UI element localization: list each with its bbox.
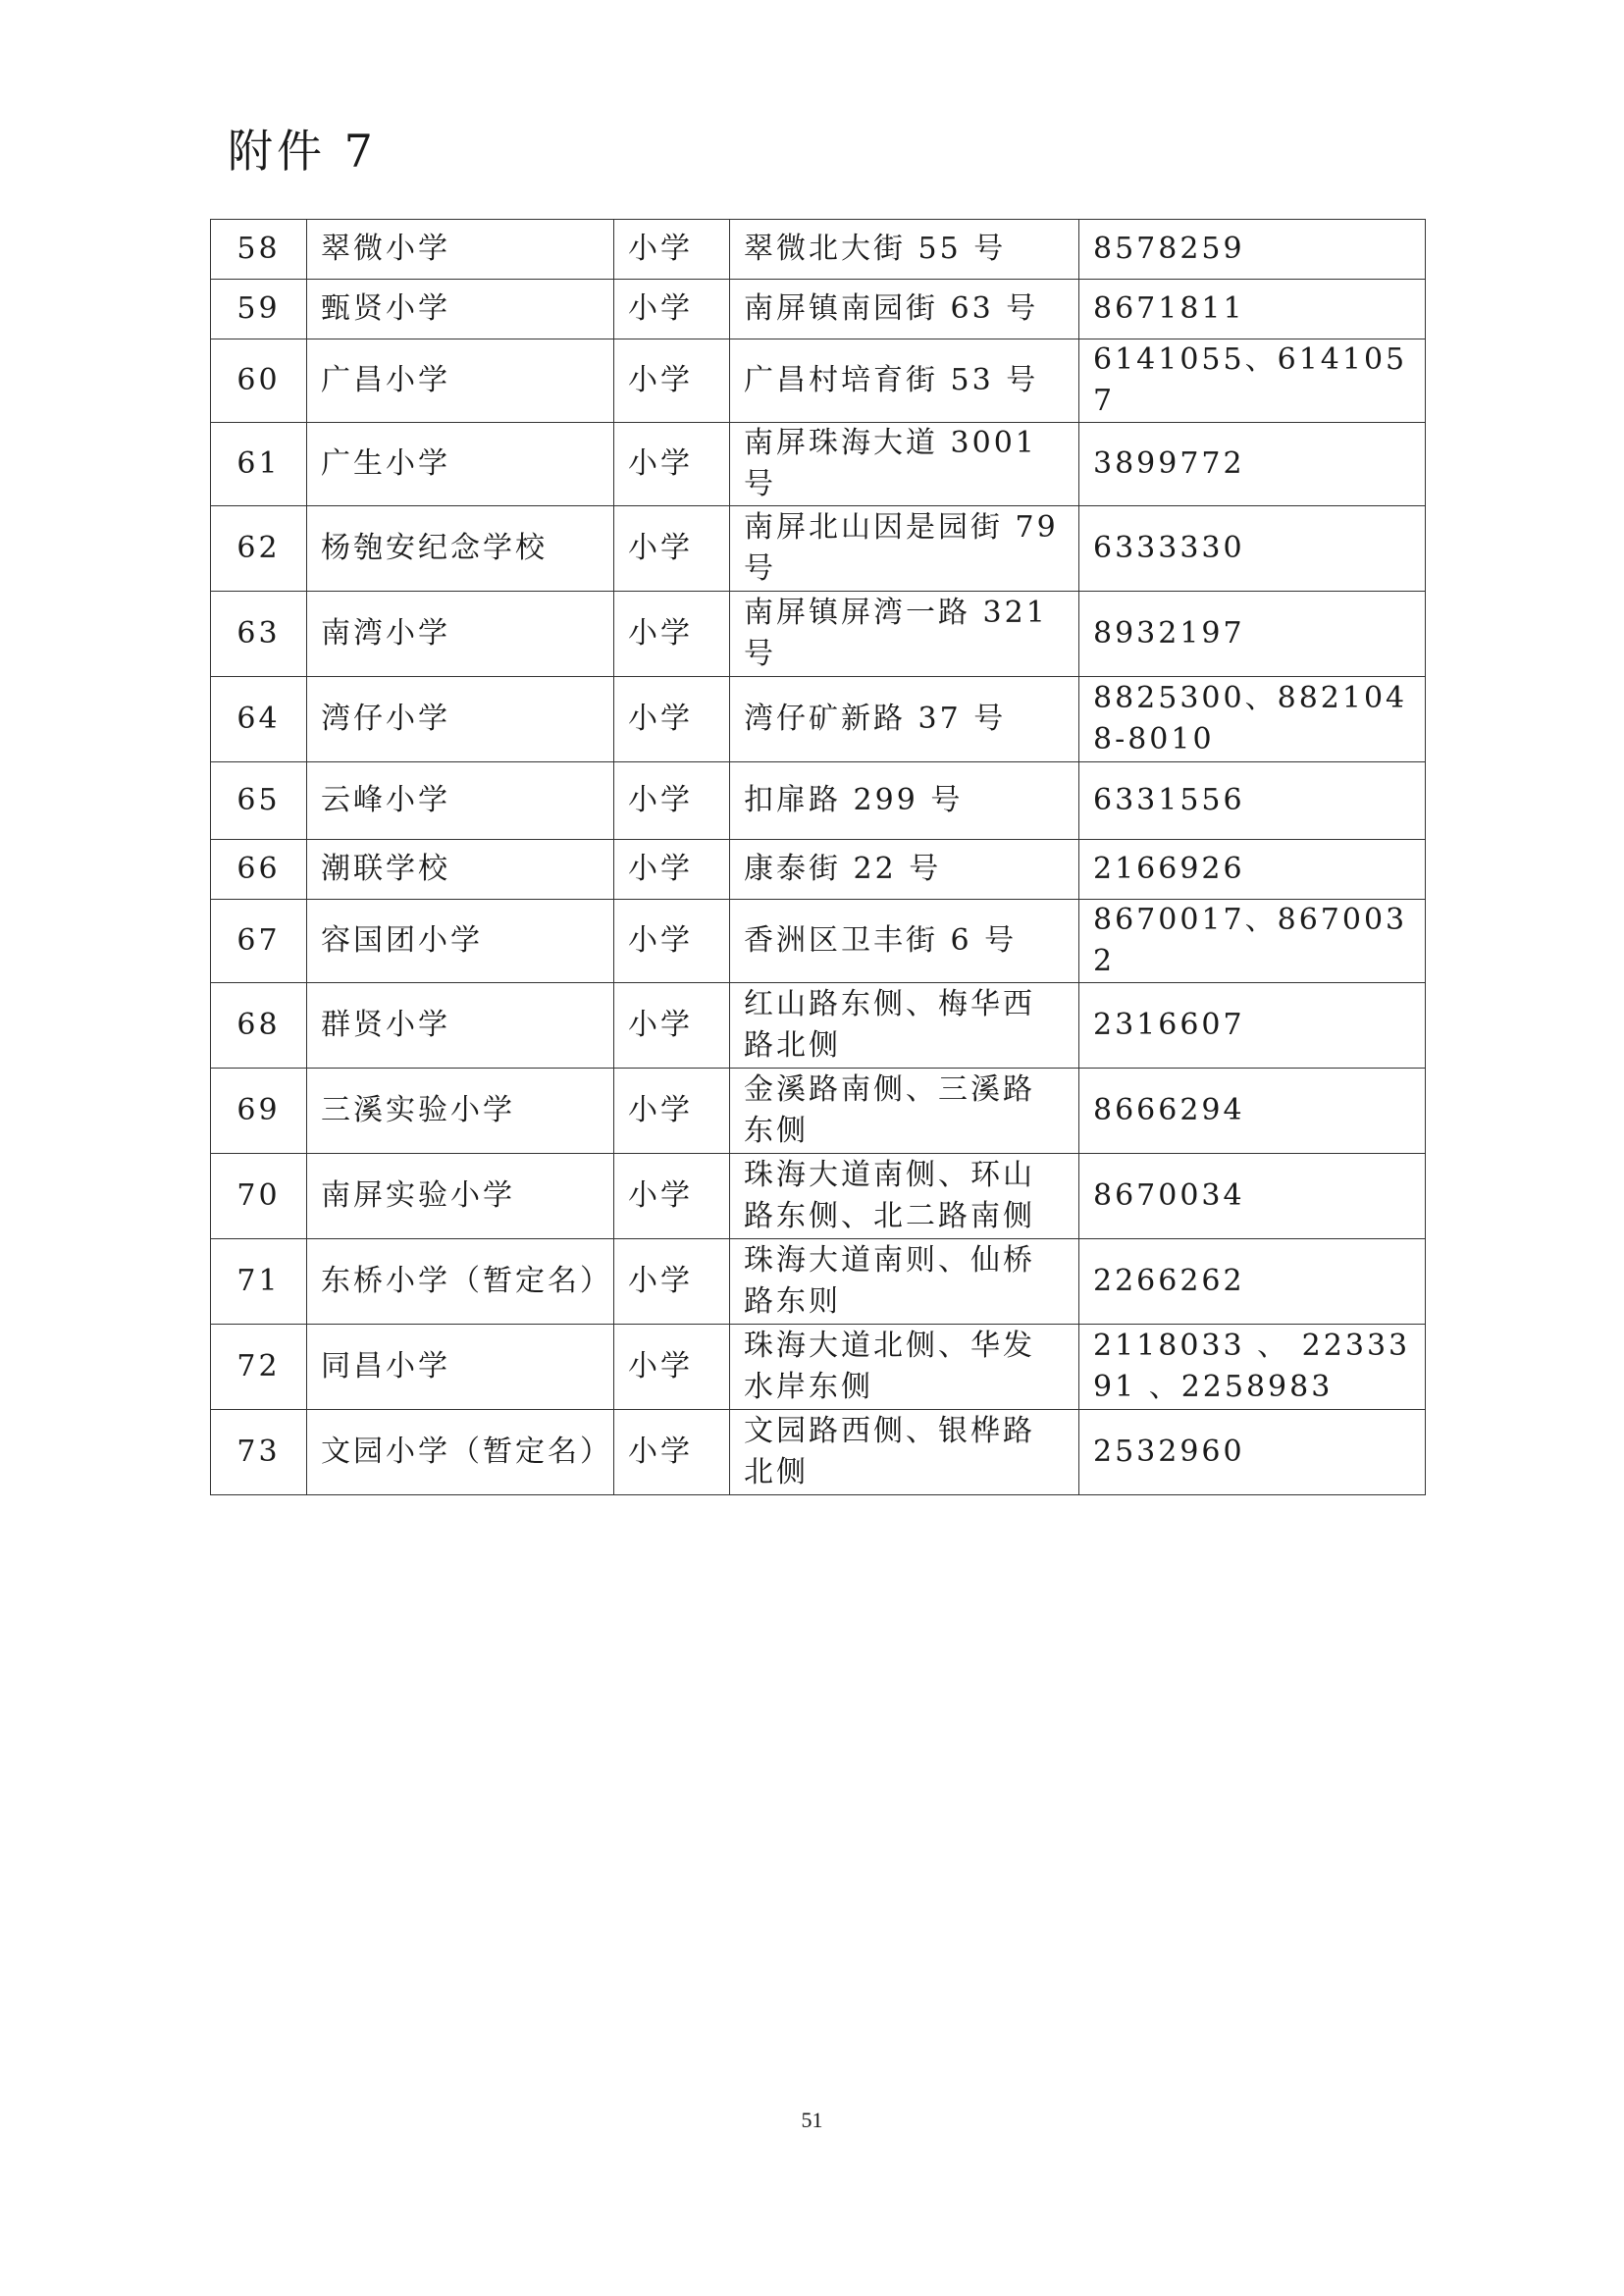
school-type: 小学 [614, 1154, 730, 1239]
school-name: 三溪实验小学 [307, 1069, 614, 1154]
school-phone: 8825300、8821048-8010 [1079, 677, 1426, 762]
row-number: 67 [211, 900, 307, 983]
table-row [211, 900, 1426, 983]
school-phone: 2166926 [1079, 840, 1426, 900]
row-number: 73 [211, 1410, 307, 1495]
school-name: 容国团小学 [307, 900, 614, 983]
school-name: 南湾小学 [307, 592, 614, 677]
table-row [211, 506, 1426, 592]
page-number: 51 [801, 2108, 823, 2132]
school-type: 小学 [614, 506, 730, 592]
table-row [211, 983, 1426, 1069]
school-address: 南屏珠海大道 3001 号 [730, 423, 1079, 506]
school-type: 小学 [614, 280, 730, 339]
school-address: 南屏镇南园街 63 号 [730, 280, 1079, 339]
school-type: 小学 [614, 220, 730, 280]
row-number: 64 [211, 677, 307, 762]
table-row [211, 339, 1426, 423]
school-phone: 6141055、6141057 [1079, 339, 1426, 423]
row-number: 59 [211, 280, 307, 339]
school-phone: 3899772 [1079, 423, 1426, 506]
table-row [211, 592, 1426, 677]
school-name: 南屏实验小学 [307, 1154, 614, 1239]
row-number: 61 [211, 423, 307, 506]
school-type: 小学 [614, 1325, 730, 1410]
school-type: 小学 [614, 677, 730, 762]
school-address: 珠海大道南则、仙桥路东则 [730, 1239, 1079, 1325]
school-type: 小学 [614, 1239, 730, 1325]
school-address: 文园路西侧、银桦路北侧 [730, 1410, 1079, 1495]
row-number: 66 [211, 840, 307, 900]
school-address: 广昌村培育街 53 号 [730, 339, 1079, 423]
school-phone: 2316607 [1079, 983, 1426, 1069]
school-phone: 2266262 [1079, 1239, 1426, 1325]
school-name: 广昌小学 [307, 339, 614, 423]
school-name: 湾仔小学 [307, 677, 614, 762]
table-row [211, 1410, 1426, 1495]
row-number: 69 [211, 1069, 307, 1154]
school-type: 小学 [614, 1069, 730, 1154]
school-name: 文园小学（暂定名） [307, 1410, 614, 1495]
school-phone: 8932197 [1079, 592, 1426, 677]
school-address: 南屏北山因是园街 79 号 [730, 506, 1079, 592]
school-phone: 8670017、8670032 [1079, 900, 1426, 983]
school-type: 小学 [614, 900, 730, 983]
row-number: 70 [211, 1154, 307, 1239]
table-row [211, 280, 1426, 339]
school-address: 南屏镇屏湾一路 321 号 [730, 592, 1079, 677]
table-row [211, 677, 1426, 762]
table-row [211, 762, 1426, 840]
school-address: 香洲区卫丰街 6 号 [730, 900, 1079, 983]
table-row [211, 1154, 1426, 1239]
school-name: 同昌小学 [307, 1325, 614, 1410]
school-name: 东桥小学（暂定名） [307, 1239, 614, 1325]
school-phone: 8666294 [1079, 1069, 1426, 1154]
row-number: 63 [211, 592, 307, 677]
school-address: 扣扉路 299 号 [730, 762, 1079, 840]
school-type: 小学 [614, 339, 730, 423]
school-name: 群贤小学 [307, 983, 614, 1069]
school-type: 小学 [614, 840, 730, 900]
school-type: 小学 [614, 423, 730, 506]
table-row [211, 1239, 1426, 1325]
school-name: 云峰小学 [307, 762, 614, 840]
school-name: 广生小学 [307, 423, 614, 506]
school-phone: 8670034 [1079, 1154, 1426, 1239]
row-number: 71 [211, 1239, 307, 1325]
school-address: 康泰街 22 号 [730, 840, 1079, 900]
row-number: 60 [211, 339, 307, 423]
row-number: 68 [211, 983, 307, 1069]
school-type: 小学 [614, 983, 730, 1069]
school-phone: 8578259 [1079, 220, 1426, 280]
school-type: 小学 [614, 762, 730, 840]
school-name: 翠微小学 [307, 220, 614, 280]
school-address: 金溪路南侧、三溪路东侧 [730, 1069, 1079, 1154]
school-name: 潮联学校 [307, 840, 614, 900]
school-phone: 2532960 [1079, 1410, 1426, 1495]
table-row [211, 840, 1426, 900]
row-number: 72 [211, 1325, 307, 1410]
school-address: 珠海大道北侧、华发水岸东侧 [730, 1325, 1079, 1410]
school-address: 翠微北大街 55 号 [730, 220, 1079, 280]
school-address: 红山路东侧、梅华西路北侧 [730, 983, 1079, 1069]
row-number: 65 [211, 762, 307, 840]
school-phone: 2118033 、 2233391 、2258983 [1079, 1325, 1426, 1410]
table-row [211, 220, 1426, 280]
school-type: 小学 [614, 1410, 730, 1495]
school-table [210, 219, 1426, 1495]
table-row [211, 423, 1426, 506]
row-number: 58 [211, 220, 307, 280]
row-number: 62 [211, 506, 307, 592]
school-type: 小学 [614, 592, 730, 677]
school-address: 湾仔矿新路 37 号 [730, 677, 1079, 762]
school-name: 甄贤小学 [307, 280, 614, 339]
table-row [211, 1069, 1426, 1154]
school-phone: 6333330 [1079, 506, 1426, 592]
school-address: 珠海大道南侧、环山路东侧、北二路南侧 [730, 1154, 1079, 1239]
school-phone: 6331556 [1079, 762, 1426, 840]
table-row [211, 1325, 1426, 1410]
school-name: 杨匏安纪念学校 [307, 506, 614, 592]
attachment-heading: 附件 7 [228, 125, 377, 178]
school-phone: 8671811 [1079, 280, 1426, 339]
